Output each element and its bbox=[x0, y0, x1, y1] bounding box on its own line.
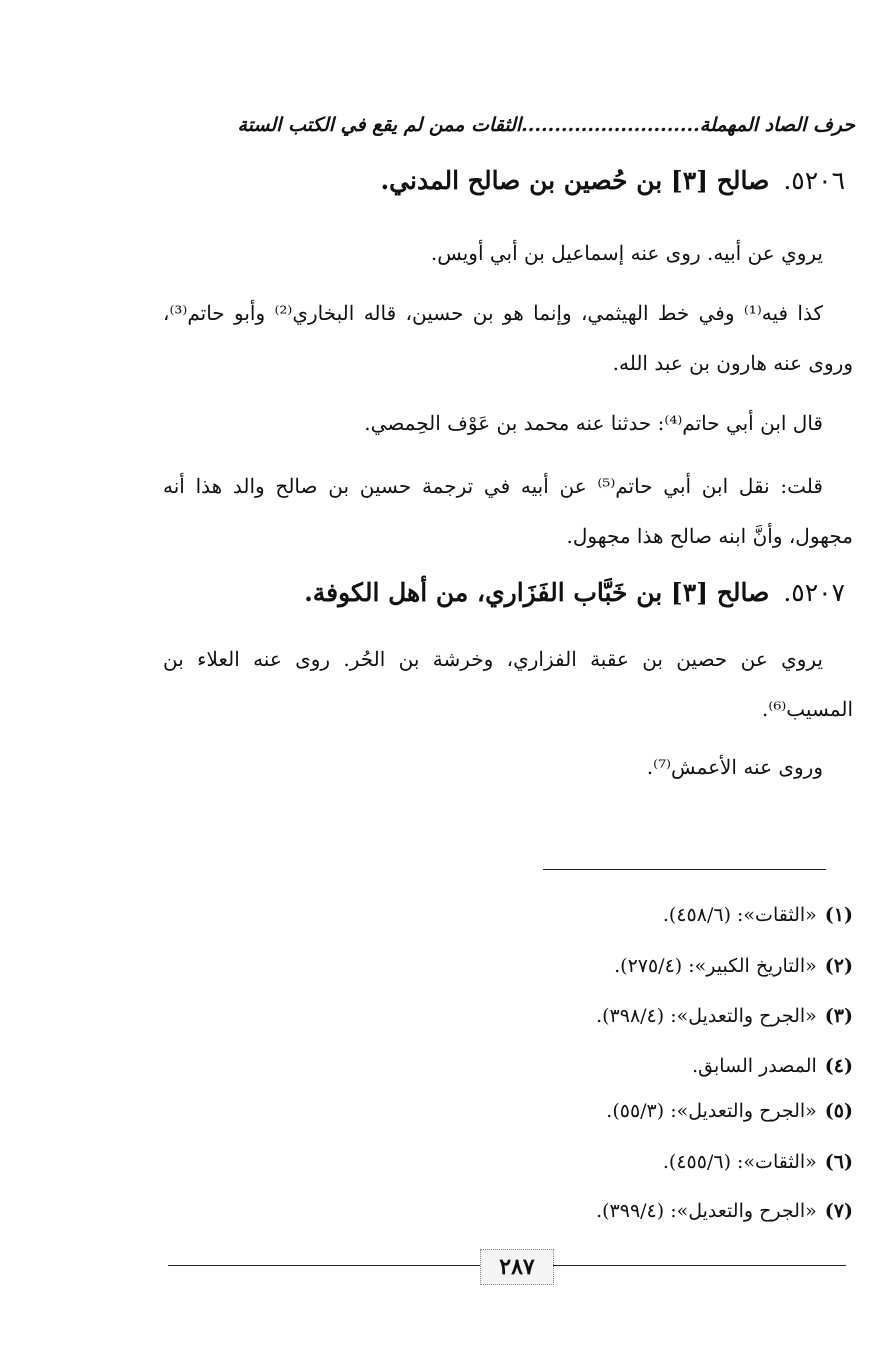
footnote-text: «الثقات»: (٤٥٥/٦). bbox=[662, 1151, 817, 1173]
footnote-number: (٧) bbox=[824, 1200, 853, 1222]
footnote-text: «التاريخ الكبير»: (٢٧٥/٤). bbox=[614, 955, 817, 977]
paragraph: قال ابن أبي حاتم⁽⁴⁾: حدثنا عنه محمد بن عَوْف الحِمصي. bbox=[364, 411, 823, 435]
paragraph: قلت: نقل ابن أبي حاتم⁽⁵⁾ عن أبيه في ترجمة حسين بن صالح والد هذا أنه مجهول، وأنَّ ابنه صالح هذا مجهول. bbox=[163, 474, 853, 548]
running-header: حرف الصاد المهملة...........................الثقات ممن لم يقع في الكتب الستة bbox=[237, 114, 855, 136]
entry-number: ٥٢٠٧. bbox=[783, 578, 845, 607]
entry-heading: صالح [٣] بن حُصين بن صالح المدني. bbox=[380, 166, 770, 195]
footnote-text: «الجرح والتعديل»: (٥٥/٣). bbox=[606, 1100, 817, 1122]
footnote bbox=[433, 1055, 853, 1077]
footnote-text: «الثقات»: (٤٥٨/٦). bbox=[662, 904, 817, 926]
footnote-number: (٢) bbox=[824, 955, 853, 977]
footnote bbox=[433, 955, 853, 977]
footnote-divider bbox=[543, 869, 826, 870]
paragraph: وروى عنه الأعمش⁽⁷⁾. bbox=[646, 755, 823, 779]
page-rule-right bbox=[553, 1265, 846, 1266]
page-rule-left bbox=[168, 1265, 480, 1266]
entry-title-5207 bbox=[304, 578, 845, 607]
footnote-text: «الجرح والتعديل»: (٣٩٩/٤). bbox=[596, 1200, 817, 1222]
footnote-text: «الجرح والتعديل»: (٣٩٨/٤). bbox=[596, 1005, 817, 1027]
footnote bbox=[433, 1005, 853, 1027]
footnote-number: (٤) bbox=[824, 1055, 853, 1077]
page-number: ٢٨٧ bbox=[480, 1249, 554, 1285]
footnote bbox=[433, 1151, 853, 1173]
paragraph: يروي عن حصين بن عقبة الفزاري، وخرشة بن الحُر. روى عنه العلاء بن المسيب⁽⁶⁾. bbox=[163, 647, 853, 721]
entry-heading: صالح [٣] بن خَبَّاب الفَزَاري، من أهل الكوفة. bbox=[304, 578, 770, 607]
footnote-number: (٦) bbox=[824, 1151, 853, 1173]
paragraph: كذا فيه⁽¹⁾ وفي خط الهيثمي، وإنما هو بن حسين، قاله البخاري⁽²⁾ وأبو حاتم⁽³⁾، وروى عنه هارون بن عبد الله. bbox=[163, 301, 853, 375]
entry-title-5206 bbox=[380, 166, 845, 195]
footnote bbox=[433, 1200, 853, 1222]
footnote bbox=[433, 1100, 853, 1122]
footnote bbox=[433, 904, 853, 926]
footnote-number: (٣) bbox=[824, 1005, 853, 1027]
entry-number: ٥٢٠٦. bbox=[783, 166, 845, 195]
footnote-number: (٥) bbox=[824, 1100, 853, 1122]
footnote-text: المصدر السابق. bbox=[692, 1055, 817, 1077]
paragraph: يروي عن أبيه. روى عنه إسماعيل بن أبي أويس. bbox=[430, 241, 823, 265]
footnote-number: (١) bbox=[824, 904, 853, 926]
